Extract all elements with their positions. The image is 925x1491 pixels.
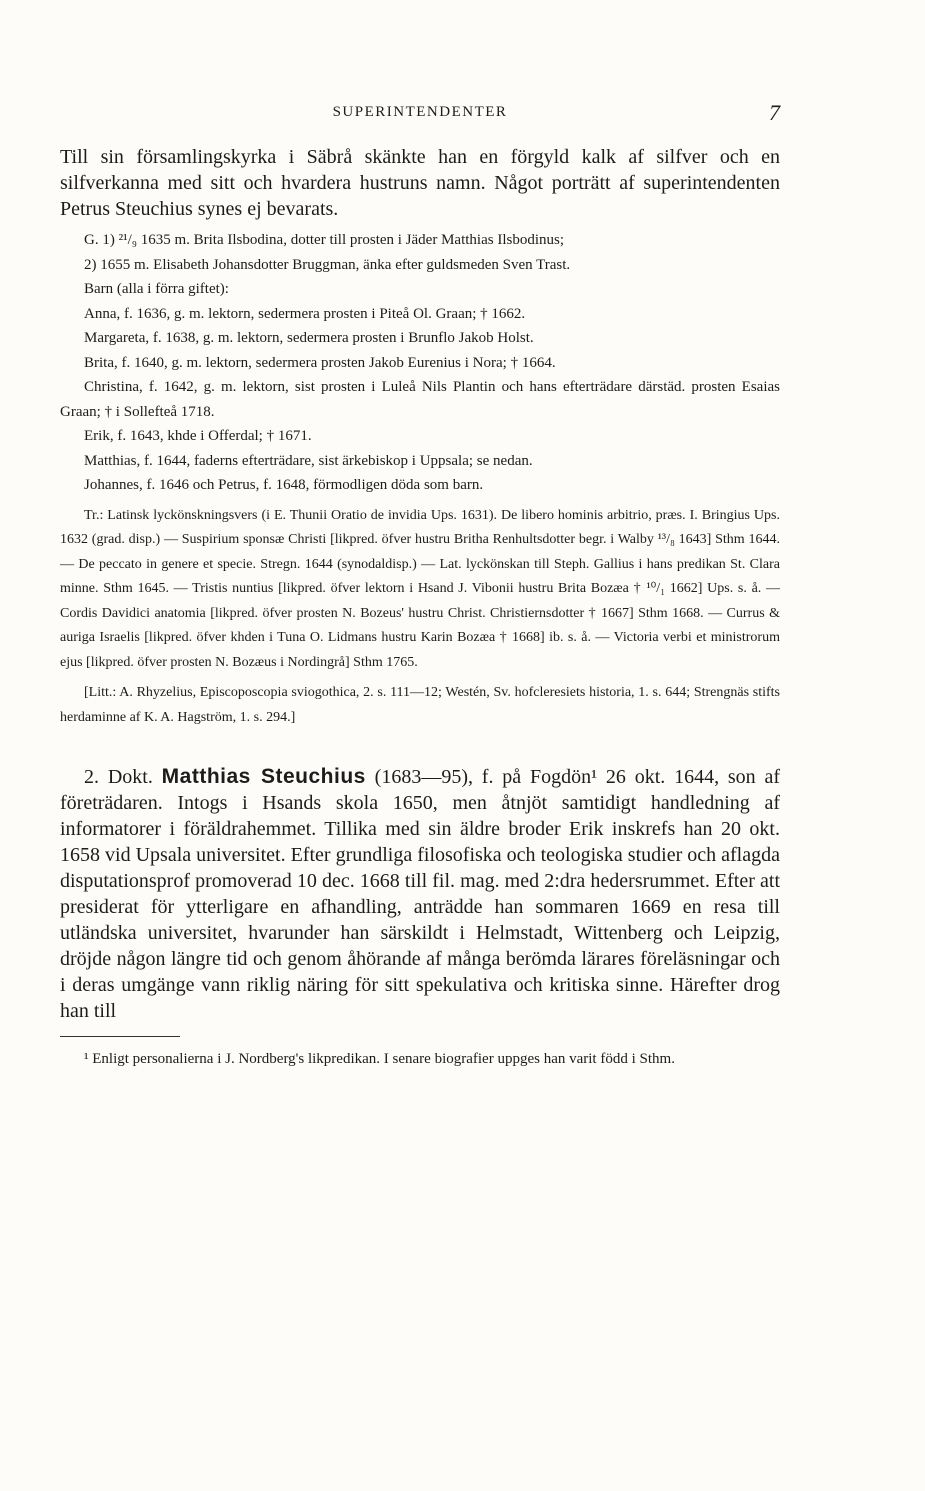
child-entry: Christina, f. 1642, g. m. lektorn, sist prosten i Luleå Nils Plantin och hans efterträdare därstäd. prosten Esaias Graan; † i Sollefteå 1718.: [60, 379, 780, 420]
child-entry: Brita, f. 1640, g. m. lektorn, sedermera prosten Jakob Eurenius i Nora; † 1664.: [84, 354, 556, 371]
footnote-divider: [60, 1036, 180, 1037]
child-entry: Erik, f. 1643, khde i Offerdal; † 1671.: [84, 428, 312, 444]
marriage-first: G. 1) ²¹/₉ 1635 m. Brita Ilsbodina, dotter till prosten i Jäder Matthias Ilsbodinus;: [84, 232, 564, 248]
literature-references: [Litt.: A. Rhyzelius, Episcoposcopia sviogothica, 2. s. 111—12; Westén, Sv. hofcleresiets historia, 1. s. 644; Strengnäs stifts herdaminne af K. A. Hagström, 1. s. 294.]: [60, 685, 780, 725]
marriage-second: 2) 1655 m. Elisabeth Johansdotter Bruggman, änka efter guldsmeden Sven Trast.: [84, 256, 571, 273]
footnote: ¹ Enligt personalierna i J. Nordberg's likpredikan. I senare biografier uppges han varit född i Sthm.: [84, 1051, 675, 1067]
page-header: [60, 100, 780, 130]
intro-paragraph: Till sin församlingskyrka i Säbrå skänkte han en förgyld kalk af silfver och en silfverkanna med sitt och hvardera hustruns namn. Något porträtt af superintendenten Petrus Steuchius synes ej bevarats.: [60, 146, 780, 220]
section-matthias-steuchius: [60, 764, 780, 1024]
child-entry: Johannes, f. 1646 och Petrus, f. 1648, förmodligen döda som barn.: [84, 477, 484, 493]
works-list: Tr.: Latinsk lyckönskningsvers (i E. Thunii Oratio de invidia Ups. 1631). De libero hominis arbitrio, præs. I. Bringius Ups. 1632 (grad. disp.) — Suspirium sponsæ Christi [likpred. öfver hustru Britha Renhultsdotter begr. i Walby ¹³/₈ 1643] Sthm 1644. — De peccato in genere et specie. Stregn. 1644 (synodaldisp.) — Lat. lyckönskan till Steph. Gallius i hans predikan St. Clara minne. Sthm 1645. — Tristis nuntius [likpred. öfver lektorn i Hsand J. Vibonii hustru Brita Bozæa † ¹⁰/₁ 1662] Ups. s. å. — Cordis Davidici anatomia [likpred. öfver prosten N. Bozeus' hustru Christ. Christiernsdotter † 1667] Sthm 1668. — Currus & auriga Israelis [likpred. öfver khden i Tuna O. Lidmans hustru Karin Bozæa † 1668] ib. s. å. — Victoria verbi et ministrorum ejus [likpred. öfver prosten N. Bozæus i Nordingrå] Sthm 1765.: [60, 507, 780, 670]
page: [60, 100, 780, 1071]
page-number: 7: [769, 100, 780, 125]
section-text: (1683—95), f. på Fogdön¹ 26 okt. 1644, son af företrädaren. Intogs i Hsands skola 1650, men åtnjöt samtidigt handledning af informatorer i föräldrahemmet. Tillika med sin äldre broder Erik inskrefs han 20 okt. 1658 vid Upsala universitet. Efter grundliga filosofiska och teologiska studier och aflagda disputationsprof promoverad 10 dec. 1668 till fil. mag. med 2:dra hedersrummet. Efter att presiderat för ytterligare en afhandling, anträdde han sommaren 1669 en resa till utländska universitet, hvarunder han särskildt i Helmstadt, Wittenberg och Leipzig, dröjde någon längre tid och genom åhörande af många berömda lärares föreläsningar och i deras umgänge vann riklig näring för sitt spekulativa och kritiska sinne. Härefter drog han till: [60, 766, 781, 1022]
running-head: SUPERINTENDENTER: [332, 104, 508, 120]
person-name: Matthias Steuchius: [161, 765, 366, 788]
child-entry: Matthias, f. 1644, faderns efterträdare, sist ärkebiskop i Uppsala; se nedan.: [84, 452, 533, 469]
children-heading: Barn (alla i förra giftet):: [84, 281, 229, 297]
child-entry: Margareta, f. 1638, g. m. lektorn, sedermera prosten i Brunflo Jakob Holst.: [84, 330, 534, 346]
section-number: 2. Dokt.: [84, 766, 153, 788]
child-entry: Anna, f. 1636, g. m. lektorn, sedermera prosten i Piteå Ol. Graan; † 1662.: [84, 305, 526, 322]
